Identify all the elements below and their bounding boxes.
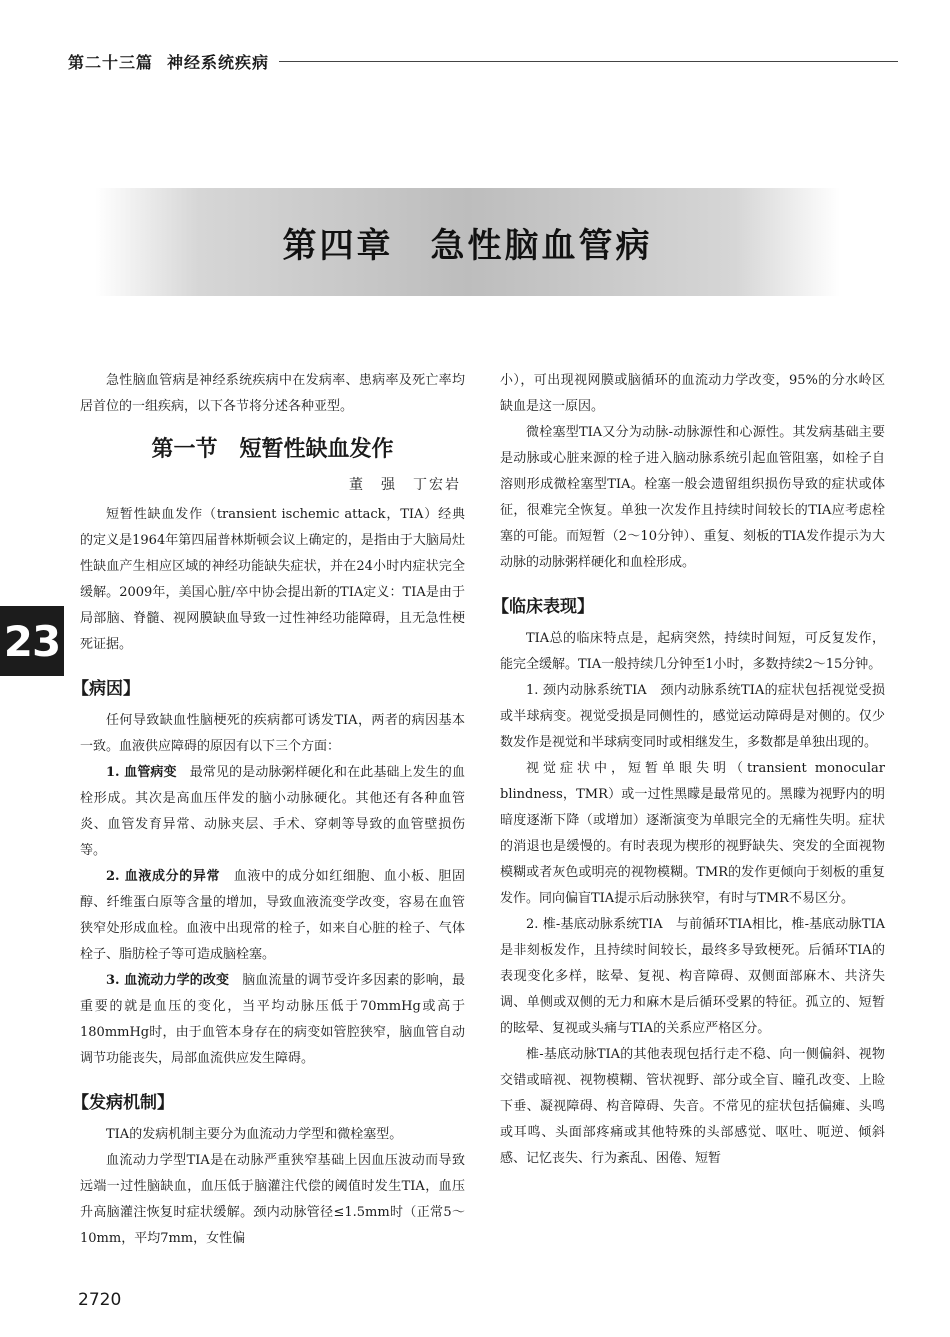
left-column (72, 368, 465, 1252)
tia-definition: 短暂性缺血发作（transient ischemic attack，TIA）经典的定义是1964年第四届普林斯顿会议上确定的，是指由于大脑局灶性缺血产生相应区域的神经功能缺失症状，并在24小时内症状完全缓解。2009年，美国心脏/卒中协会提出新的TIA定义：TIA是由于局部脑、脊髓、视网膜缺血导致一过性神经功能障碍，且无急性梗死证据。 (80, 507, 465, 652)
etiology-item-text: 脑血流量的调节受许多因素的影响，最重要的就是血压的变化，当平均动脉压低于70mmHg或高于180mmHg时，由于血管本身存在的病变如管腔狭窄，脑血管自动调节功能丧失，局部血流供应发生障碍。 (80, 973, 465, 1066)
chapter-title: 第四章 急性脑血管病 (282, 225, 653, 266)
running-head-title: 神经系统疾病 (167, 52, 270, 72)
clinical-heading: 【临床表现】 (492, 597, 594, 617)
vertebrobasilar-tia-paragraph (500, 912, 885, 1042)
mechanism-hemodynamic: 血流动力学型TIA是在动脉严重狭窄基础上因血压波动而导致远端一过性脑缺血，血压低于脑灌注代偿的阈值时发生TIA，血压升高脑灌注恢复时症状缓解。颈内动脉管径≤1.5mm时（正常5～10mm，平均7mm，女性偏 (80, 1153, 465, 1246)
authors: 董 强 丁宏岩 (349, 477, 461, 493)
etiology-item-text: 最常见的是动脉粥样硬化和在此基础上发生的血栓形成。其次是高血压伴发的脑小动脉硬化。其他还有各种血管炎、血管发育异常、动脉夹层、手术、穿刺等导致的血管壁损伤等。 (80, 765, 465, 858)
page-number: 2720 (78, 1290, 122, 1310)
etiology-item-hemodynamic (80, 968, 465, 1072)
etiology-item-title: 1. 血管病变 (106, 765, 177, 780)
section-title: 第一节 短暂性缺血发作 (151, 436, 394, 462)
carotid-tia-paragraph (500, 678, 885, 756)
etiology-item-title: 2. 血液成分的异常 (106, 869, 221, 884)
right-column (492, 368, 885, 1172)
etiology-item-title: 3. 血流动力学的改变 (106, 973, 230, 988)
part-tab-marker: 23 (0, 606, 64, 676)
etiology-intro: 任何导致缺血性脑梗死的疾病都可诱发TIA，两者的病因基本一致。血液供应障碍的原因有以下三个方面： (80, 713, 465, 754)
mechanism-continued: 小），可出现视网膜或脑循环的血流动力学改变，95%的分水岭区缺血是这一原因。 (500, 373, 885, 414)
etiology-item-text: 血液中的成分如红细胞、血小板、胆固醇、纤维蛋白原等含量的增加，导致血液流变学改变，容易在血管狭窄处形成血栓。血液中出现常的栓子，如来自心脏的栓子、气体栓子、脂肪栓子等可造成脑栓塞。 (80, 869, 465, 962)
etiology-item-vascular (80, 760, 465, 864)
etiology-heading: 【病因】 (72, 679, 140, 699)
carotid-tia-title: 1. 颈内动脉系统TIA (526, 683, 647, 698)
etiology-item-blood (80, 864, 465, 968)
clinical-intro: TIA总的临床特点是，起病突然，持续时间短，可反复发作，能完全缓解。TIA一般持续几分钟至1小时，多数持续2～15分钟。 (500, 631, 885, 672)
chapter-intro: 急性脑血管病是神经系统疾病中在发病率、患病率及死亡率均居首位的一组疾病，以下各节将分述各种亚型。 (80, 373, 465, 414)
chapter-banner (95, 188, 840, 296)
mechanism-heading: 【发病机制】 (72, 1093, 174, 1113)
running-head-label (68, 50, 269, 73)
tmr-paragraph: 视觉症状中，短暂单眼失明（transient monocular blindness，TMR）或一过性黑矇是最常见的。黑矇为视野内的明暗度逐渐下降（或增加）逐渐演变为单眼完全的无痛性失明。症状的消退也是缓慢的。有时表现为楔形的视野缺失、突发的全面视物模糊或者灰色或明亮的视物模糊。TMR的发作更倾向于刻板的重复发作。同向偏盲TIA提示后动脉狭窄，有时与TMR不易区分。 (500, 761, 885, 906)
vertebrobasilar-other-paragraph: 椎-基底动脉TIA的其他表现包括行走不稳、向一侧偏斜、视物交错或暗视、视物模糊、管状视野、部分或全盲、瞳孔改变、上睑下垂、凝视障碍、构音障碍、失音。不常见的症状包括偏瘫、头鸣或耳鸣、头面部疼痛或其他特殊的头部感觉、呕吐、呃逆、倾斜感、记忆丧失、行为紊乱、困倦、短暂 (500, 1047, 885, 1166)
microembolic-paragraph: 微栓塞型TIA又分为动脉-动脉源性和心源性。其发病基础主要是动脉或心脏来源的栓子进入脑动脉系统引起血管阻塞，如栓子自溶则形成微栓塞型TIA。栓塞一般会遗留组织损伤导致的症状或体征，很难完全恢复。单独一次发作且持续时间较长的TIA应考虑栓塞的可能。而短暂（2～10分钟）、重复、刻板的TIA发作提示为大动脉的动脉粥样硬化和血栓形成。 (500, 425, 885, 570)
vertebrobasilar-tia-title: 2. 椎-基底动脉系统TIA (526, 917, 663, 932)
carotid-tia-text: 颈内动脉系统TIA的症状包括视觉受损或半球病变。视觉受损是同侧性的，感觉运动障碍是对侧的。仅少数发作是视觉和半球病变同时或相继发生，多数都是单独出现的。 (500, 683, 885, 750)
running-head-part: 第二十三篇 (68, 52, 154, 72)
running-head (68, 48, 898, 74)
mechanism-intro: TIA的发病机制主要分为血流动力学型和微栓塞型。 (106, 1127, 403, 1142)
vertebrobasilar-tia-text: 与前循环TIA相比，椎-基底动脉TIA是非刻板发作，且持续时间较长，最终多导致梗死。后循环TIA的表现变化多样，眩晕、复视、构音障碍、双侧面部麻木、共济失调、单侧或双侧的无力和麻木是后循环受累的特征。孤立的、短暂的眩晕、复视或头痛与TIA的关系应严格区分。 (500, 917, 885, 1036)
running-head-rule (279, 61, 898, 62)
